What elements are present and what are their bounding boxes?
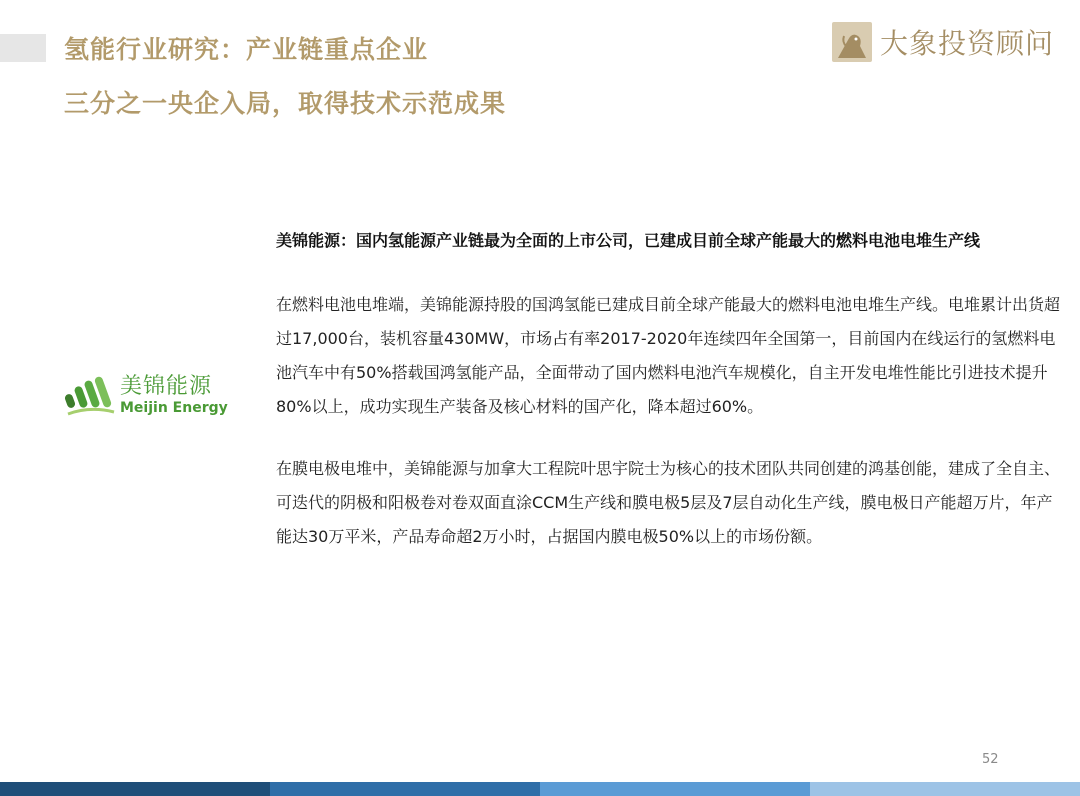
footer-segment bbox=[0, 782, 270, 796]
brand-logo-group bbox=[832, 22, 1054, 62]
logo-text-cn: 美锦能源 bbox=[120, 374, 213, 399]
page-title: 氢能行业研究：产业链重点企业 bbox=[64, 35, 429, 64]
footer-segment bbox=[810, 782, 1080, 796]
brand-name: 大象投资顾问 bbox=[880, 27, 1055, 60]
footer-segment bbox=[270, 782, 540, 796]
page-subtitle: 三分之一央企入局，取得技术示范成果 bbox=[64, 89, 507, 118]
paragraph-fuel-cell: 在燃料电池电堆端，美锦能源持股的国鸿氢能已建成目前全球产能最大的燃料电池电堆生产线。电堆累计出货超过17,000台，装机容量430MW，市场占有率2017-2020年连续四年全国第一，目前国内在线运行的氢燃料电池汽车中有50%搭载国鸿氢能产品，全面带动了国内燃料电池汽车规模化，自主开发电堆性能比引进技术提升80%以上，成功实现生产装备及核心材料的国产化，降本超过60%。 bbox=[276, 295, 1061, 416]
paragraph-membrane-electrode: 在膜电极电堆中，美锦能源与加拿大工程院叶思宇院士为核心的技术团队共同创建的鸿基创能，建成了全自主、可迭代的阴极和阳极卷对卷双面直涂CCM生产线和膜电极5层及7层自动化生产线，膜电极日产能超万片，年产能达30万平米，产品寿命超2万小时，占据国内膜电极50%以上的市场份额。 bbox=[276, 459, 1061, 546]
content-heading: 美锦能源：国内氢能源产业链最为全面的上市公司，已建成目前全球产能最大的燃料电池电堆生产线 bbox=[276, 231, 981, 250]
page-number: 52 bbox=[982, 752, 999, 767]
header-accent-bar bbox=[0, 34, 46, 62]
meijin-energy-logo bbox=[64, 372, 228, 418]
elephant-logo-icon bbox=[832, 22, 872, 62]
content-section bbox=[276, 224, 1066, 582]
footer-color-bar bbox=[0, 782, 1080, 796]
footer-segment bbox=[540, 782, 810, 796]
logo-text-en: Meijin Energy bbox=[120, 400, 228, 416]
meijin-bars-icon bbox=[64, 372, 116, 418]
